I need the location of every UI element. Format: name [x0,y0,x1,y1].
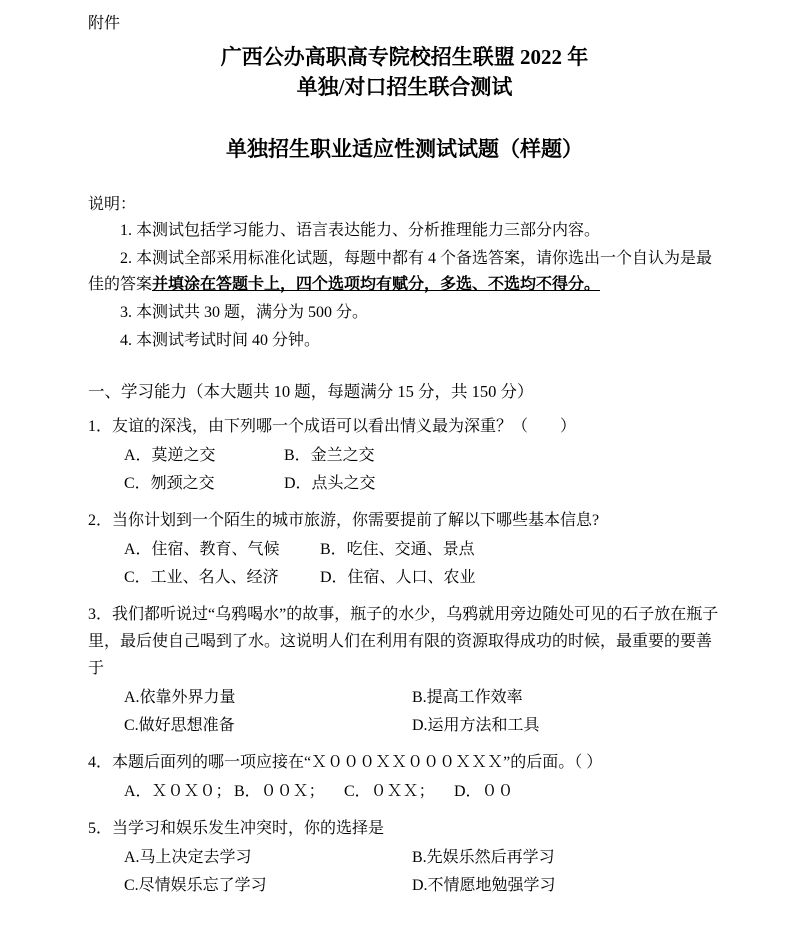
option-d[interactable]: D.运用方法和工具 [412,717,540,734]
option-row [88,684,721,712]
option-d[interactable]: D．点头之交 [284,475,376,492]
question-2-text: 2．当你计划到一个陌生的城市旅游，你需要提前了解以下哪些基本信息? [88,512,600,529]
option-a[interactable]: A.依靠外界力量 [124,689,236,706]
option-b[interactable]: B.先娱乐然后再学习 [412,849,555,866]
question-2 [88,507,721,592]
question-5-text: 5．当学习和娱乐发生冲突时，你的选择是 [88,820,385,837]
option-d[interactable]: D．住宿、人口、农业 [320,569,476,586]
question-4 [88,749,721,806]
section-heading: 一、学习能力（本大题共 10 题，每题满分 15 分，共 150 分） [88,382,534,401]
option-row [88,536,721,564]
question-1 [88,413,721,498]
option-row [88,564,721,592]
question-5-options [88,844,721,900]
document-subtitle: 单独招生职业适应性测试试题（样题） [226,137,583,161]
option-row [88,872,721,900]
option-b[interactable]: B．００Ｘ； [234,783,325,800]
attachment-label: 附件 [88,15,121,32]
question-4-text: 4．本题后面列的哪一项应接在“Ｘ０００ＸＸ０００ＸＸＸ”的后面。（ ） [88,754,603,771]
option-row [88,778,721,806]
option-d[interactable]: D.不情愿地勉强学习 [412,877,556,894]
option-row [88,844,721,872]
option-d[interactable]: D．００ [454,783,514,800]
document-title [88,42,721,102]
option-b[interactable]: B．金兰之交 [284,447,375,464]
option-b[interactable]: B.提高工作效率 [412,689,523,706]
option-a[interactable]: A．莫逆之交 [124,447,216,464]
instruction-item-3: 3. 本测试共 30 题，满分为 500 分。 [120,304,369,321]
question-3-options [88,684,721,740]
option-a[interactable]: A．住宿、教育、气候 [124,541,280,558]
instructions-heading: 说明： [88,196,137,213]
question-5 [88,815,721,900]
option-row [88,442,721,470]
option-row [88,712,721,740]
option-c[interactable]: C.做好思想准备 [124,717,235,734]
question-3 [88,601,721,740]
option-c[interactable]: C．０ＸＸ； [344,783,435,800]
instruction-item-2 [88,246,721,298]
title-line-2: 单独/对口招生联合测试 [296,75,513,99]
question-3-text: 3．我们都听说过“乌鸦喝水”的故事，瓶子的水少，乌鸦就用旁边随处可见的石子放在瓶子里，最后使自己喝到了水。这说明人们在利用有限的资源取得成功的时候，最重要的要善于 [88,606,719,677]
option-c[interactable]: C．刎颈之交 [124,475,215,492]
instruction-item-2-emphasis: 并填涂在答题卡上，四个选项均有赋分，多选、不选均不得分。 [152,276,601,293]
option-b[interactable]: B．吃住、交通、景点 [320,541,475,558]
option-a[interactable]: A.马上决定去学习 [124,849,252,866]
instruction-item-2-text: 2. 本测试全部采用标准化试题，每题中都有 4 个备选答案，请你选出一个自认为是最佳的答案 [88,250,713,293]
question-4-options [88,778,721,806]
instruction-item-4: 4. 本测试考试时间 40 分钟。 [120,332,321,349]
option-row [88,470,721,498]
question-2-options [88,536,721,592]
instruction-item-1: 1. 本测试包括学习能力、语言表达能力、分析推理能力三部分内容。 [120,222,601,239]
option-c[interactable]: C.尽情娱乐忘了学习 [124,877,267,894]
option-a[interactable]: A．Ｘ０Ｘ０； [124,783,232,800]
option-c[interactable]: C．工业、名人、经济 [124,569,279,586]
question-1-text: 1．友谊的深浅，由下列哪一个成语可以看出情义最为深重？（ ） [88,418,577,435]
question-1-options [88,442,721,498]
title-line-1: 广西公办高职高专院校招生联盟 2022 年 [220,45,589,69]
